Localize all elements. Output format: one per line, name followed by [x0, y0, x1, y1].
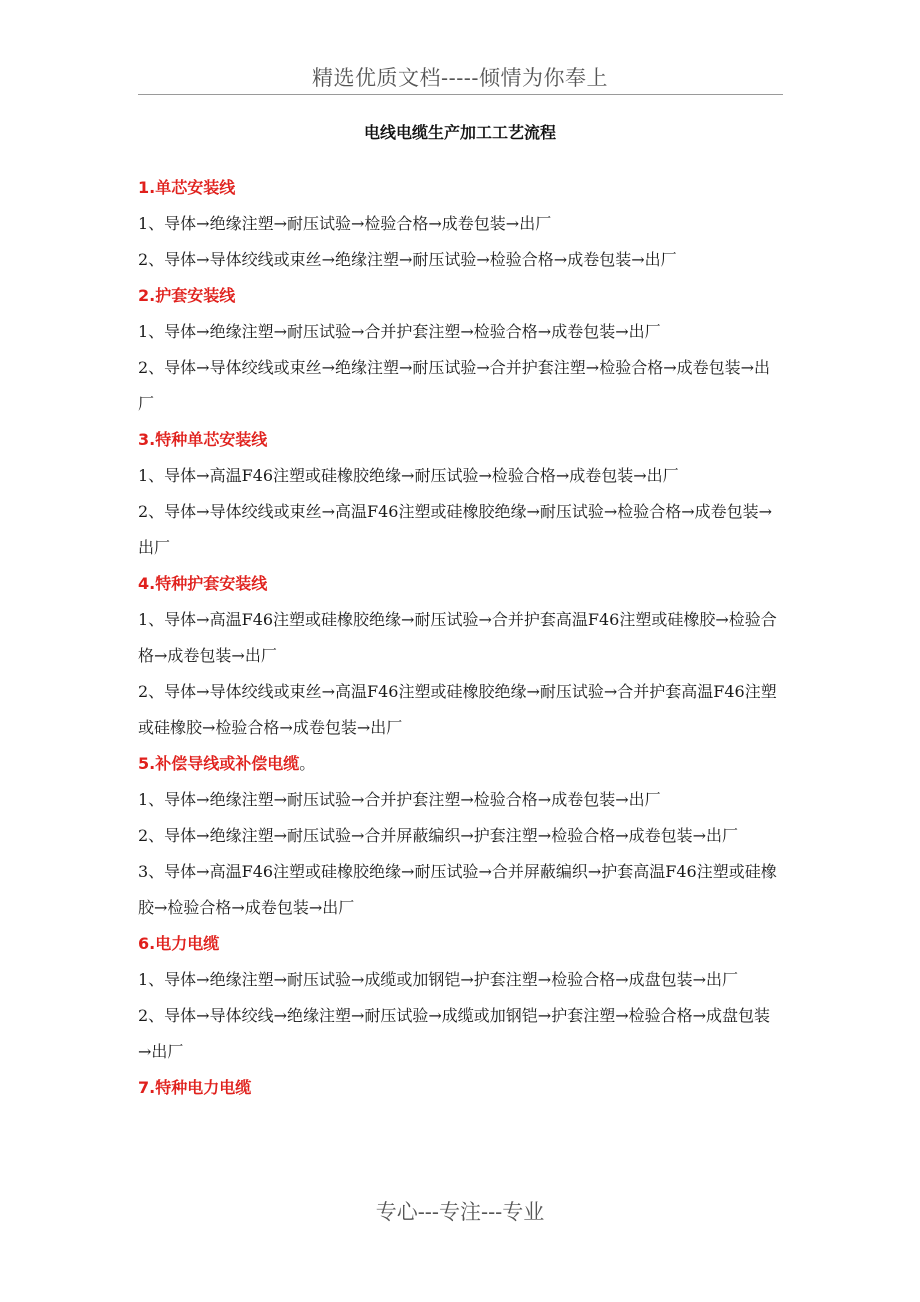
section [138, 566, 783, 746]
document-title: 电线电缆生产加工工艺流程 [363, 123, 556, 142]
section [138, 746, 783, 926]
section-title: 2.护套安装线 [138, 286, 236, 305]
process-step: 1、导体→高温F46注塑或硅橡胶绝缘→耐压试验→合并护套高温F46注塑或硅橡胶→检验合格→成卷包装→出厂 [138, 610, 777, 665]
process-steps [138, 782, 783, 926]
section [138, 422, 783, 566]
process-step: 3、导体→高温F46注塑或硅橡胶绝缘→耐压试验→合并屏蔽编织→护套高温F46注塑或硅橡胶→检验合格→成卷包装→出厂 [138, 862, 777, 917]
process-steps [138, 206, 783, 278]
section-title: 5.补偿导线或补偿电缆。 [138, 754, 316, 773]
process-step: 2、导体→导体绞线或束丝→绝缘注塑→耐压试验→检验合格→成卷包装→出厂 [138, 250, 677, 269]
process-step: 1、导体→高温F46注塑或硅橡胶绝缘→耐压试验→检验合格→成卷包装→出厂 [138, 466, 679, 485]
section [138, 1070, 783, 1106]
section-title: 7.特种电力电缆 [138, 1078, 252, 1097]
process-steps [138, 602, 783, 746]
process-step: 2、导体→导体绞线或束丝→高温F46注塑或硅橡胶绝缘→耐压试验→检验合格→成卷包装→出厂 [138, 502, 773, 557]
process-step: 2、导体→导体绞线→绝缘注塑→耐压试验→成缆或加钢铠→护套注塑→检验合格→成盘包装→出厂 [138, 1006, 771, 1061]
page-footer: 专心---专注---专业 [375, 1200, 545, 1224]
process-step: 2、导体→导体绞线或束丝→绝缘注塑→耐压试验→合并护套注塑→检验合格→成卷包装→出厂 [138, 358, 771, 413]
document-body [138, 170, 783, 1106]
section [138, 170, 783, 278]
process-steps [138, 458, 783, 566]
process-step: 2、导体→绝缘注塑→耐压试验→合并屏蔽编织→护套注塑→检验合格→成卷包装→出厂 [138, 826, 739, 845]
process-step: 1、导体→绝缘注塑→耐压试验→检验合格→成卷包装→出厂 [138, 214, 552, 233]
section-title: 4.特种护套安装线 [138, 574, 268, 593]
process-step: 1、导体→绝缘注塑→耐压试验→合并护套注塑→检验合格→成卷包装→出厂 [138, 322, 661, 341]
process-step: 1、导体→绝缘注塑→耐压试验→合并护套注塑→检验合格→成卷包装→出厂 [138, 790, 661, 809]
process-step: 2、导体→导体绞线或束丝→高温F46注塑或硅橡胶绝缘→耐压试验→合并护套高温F46注塑或硅橡胶→检验合格→成卷包装→出厂 [138, 682, 777, 737]
section-title: 3.特种单芯安装线 [138, 430, 268, 449]
section-title: 6.电力电缆 [138, 934, 220, 953]
process-step: 1、导体→绝缘注塑→耐压试验→成缆或加钢铠→护套注塑→检验合格→成盘包装→出厂 [138, 970, 739, 989]
section-title: 1.单芯安装线 [138, 178, 236, 197]
section [138, 926, 783, 1070]
header-divider [138, 94, 783, 95]
page-header: 精选优质文档-----倾情为你奉上 [312, 66, 608, 90]
process-steps [138, 314, 783, 422]
section [138, 278, 783, 422]
process-steps [138, 962, 783, 1070]
